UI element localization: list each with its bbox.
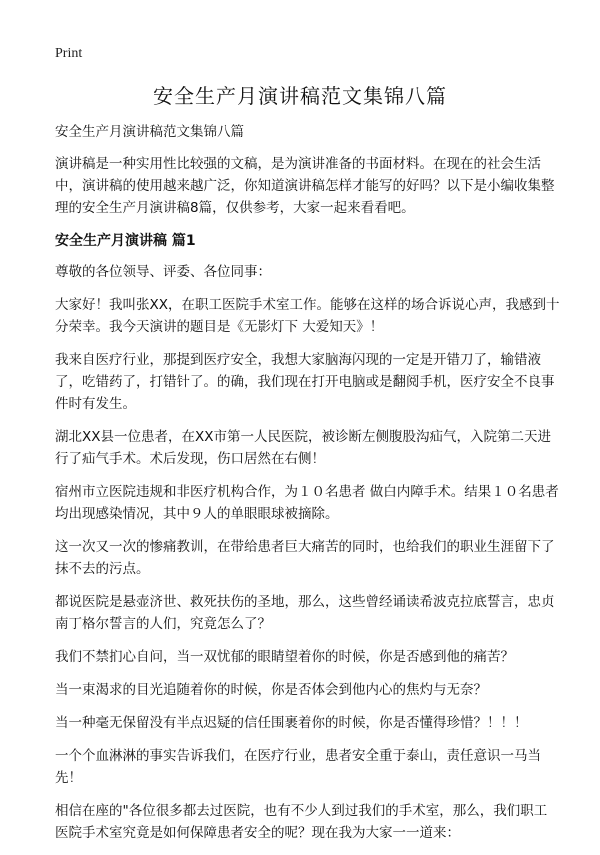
article-body (55, 121, 560, 855)
print-link[interactable]: Print (55, 46, 83, 61)
paragraph: 相信在座的"各位很多都去过医院，也有不少人到过我们的手术室，那么，我们职工医院手术室究竟是如何保障患者安全的呢？现在我为大家一一道来： (55, 803, 548, 841)
paragraph: 一个个血淋淋的事实告诉我们，在医疗行业，患者安全重于泰山，责任意识一马当先！ (55, 748, 541, 786)
paragraph: 湖北XX县一位患者，在XX市第一人民医院，被诊断左侧腹股沟疝气，入院第二天进行了疝气手术。术后发现，伤口居然在右侧！ (55, 429, 551, 467)
paragraph: 大家好！我叫张XX，在职工医院手术室工作。能够在这样的场合诉说心声，我感到十分荣幸。我今天演讲的题目是《无影灯下 大爱知天》！ (55, 297, 560, 335)
intro-paragraph: 演讲稿是一种实用性比较强的文稿，是为演讲准备的书面材料。在现在的社会生活中，演讲稿的使用越来越广泛，你知道演讲稿怎样才能写的好吗？以下是小编收集整理的安全生产月演讲稿8篇，仅供参考，大家一起来看看吧。 (55, 156, 555, 216)
paragraph: 宿州市立医院违规和非医疗机构合作，为１０名患者 做白内障手术。结果１０名患者均出现感染情况，其中９人的单眼眼球被摘除。 (55, 484, 559, 522)
paragraph: 尊敬的各位领导、评委、各位同事： (55, 264, 271, 280)
paragraph: 我来自医疗行业，那提到医疗安全，我想大家脑海闪现的一定是开错刀了，输错液了，吃错药了，打错针了。的确，我们现在打开电脑或是翻阅手机，医疗安全不良事件时有发生。 (55, 352, 555, 412)
paragraph: 当一束渴求的目光追随着你的时候，你是否体会到他内心的焦灼与无奈？ (55, 682, 487, 698)
page-title: 安全生产月演讲稿范文集锦八篇 (153, 84, 447, 108)
paragraph: 当一种毫无保留没有半点迟疑的信任围裹着你的时候，你是否懂得珍惜？！！！ (55, 715, 528, 731)
article-subtitle: 安全生产月演讲稿范文集锦八篇 (55, 124, 244, 140)
section-heading: 安全生产月演讲稿 篇1 (55, 233, 196, 249)
paragraph: 这一次又一次的惨痛教训，在带给患者巨大痛苦的同时，也给我们的职业生涯留下了抹不去的污点。 (55, 539, 555, 577)
paragraph: 我们不禁扪心自问，当一双忧郁的眼睛望着你的时候，你是否感到他的痛苦？ (55, 649, 514, 665)
paragraph: 都说医院是悬壶济世、救死扶伤的圣地，那么，这些曾经诵读希波克拉底誓言，忠贞南丁格尔誓言的人们，究竟怎么了？ (55, 594, 555, 632)
